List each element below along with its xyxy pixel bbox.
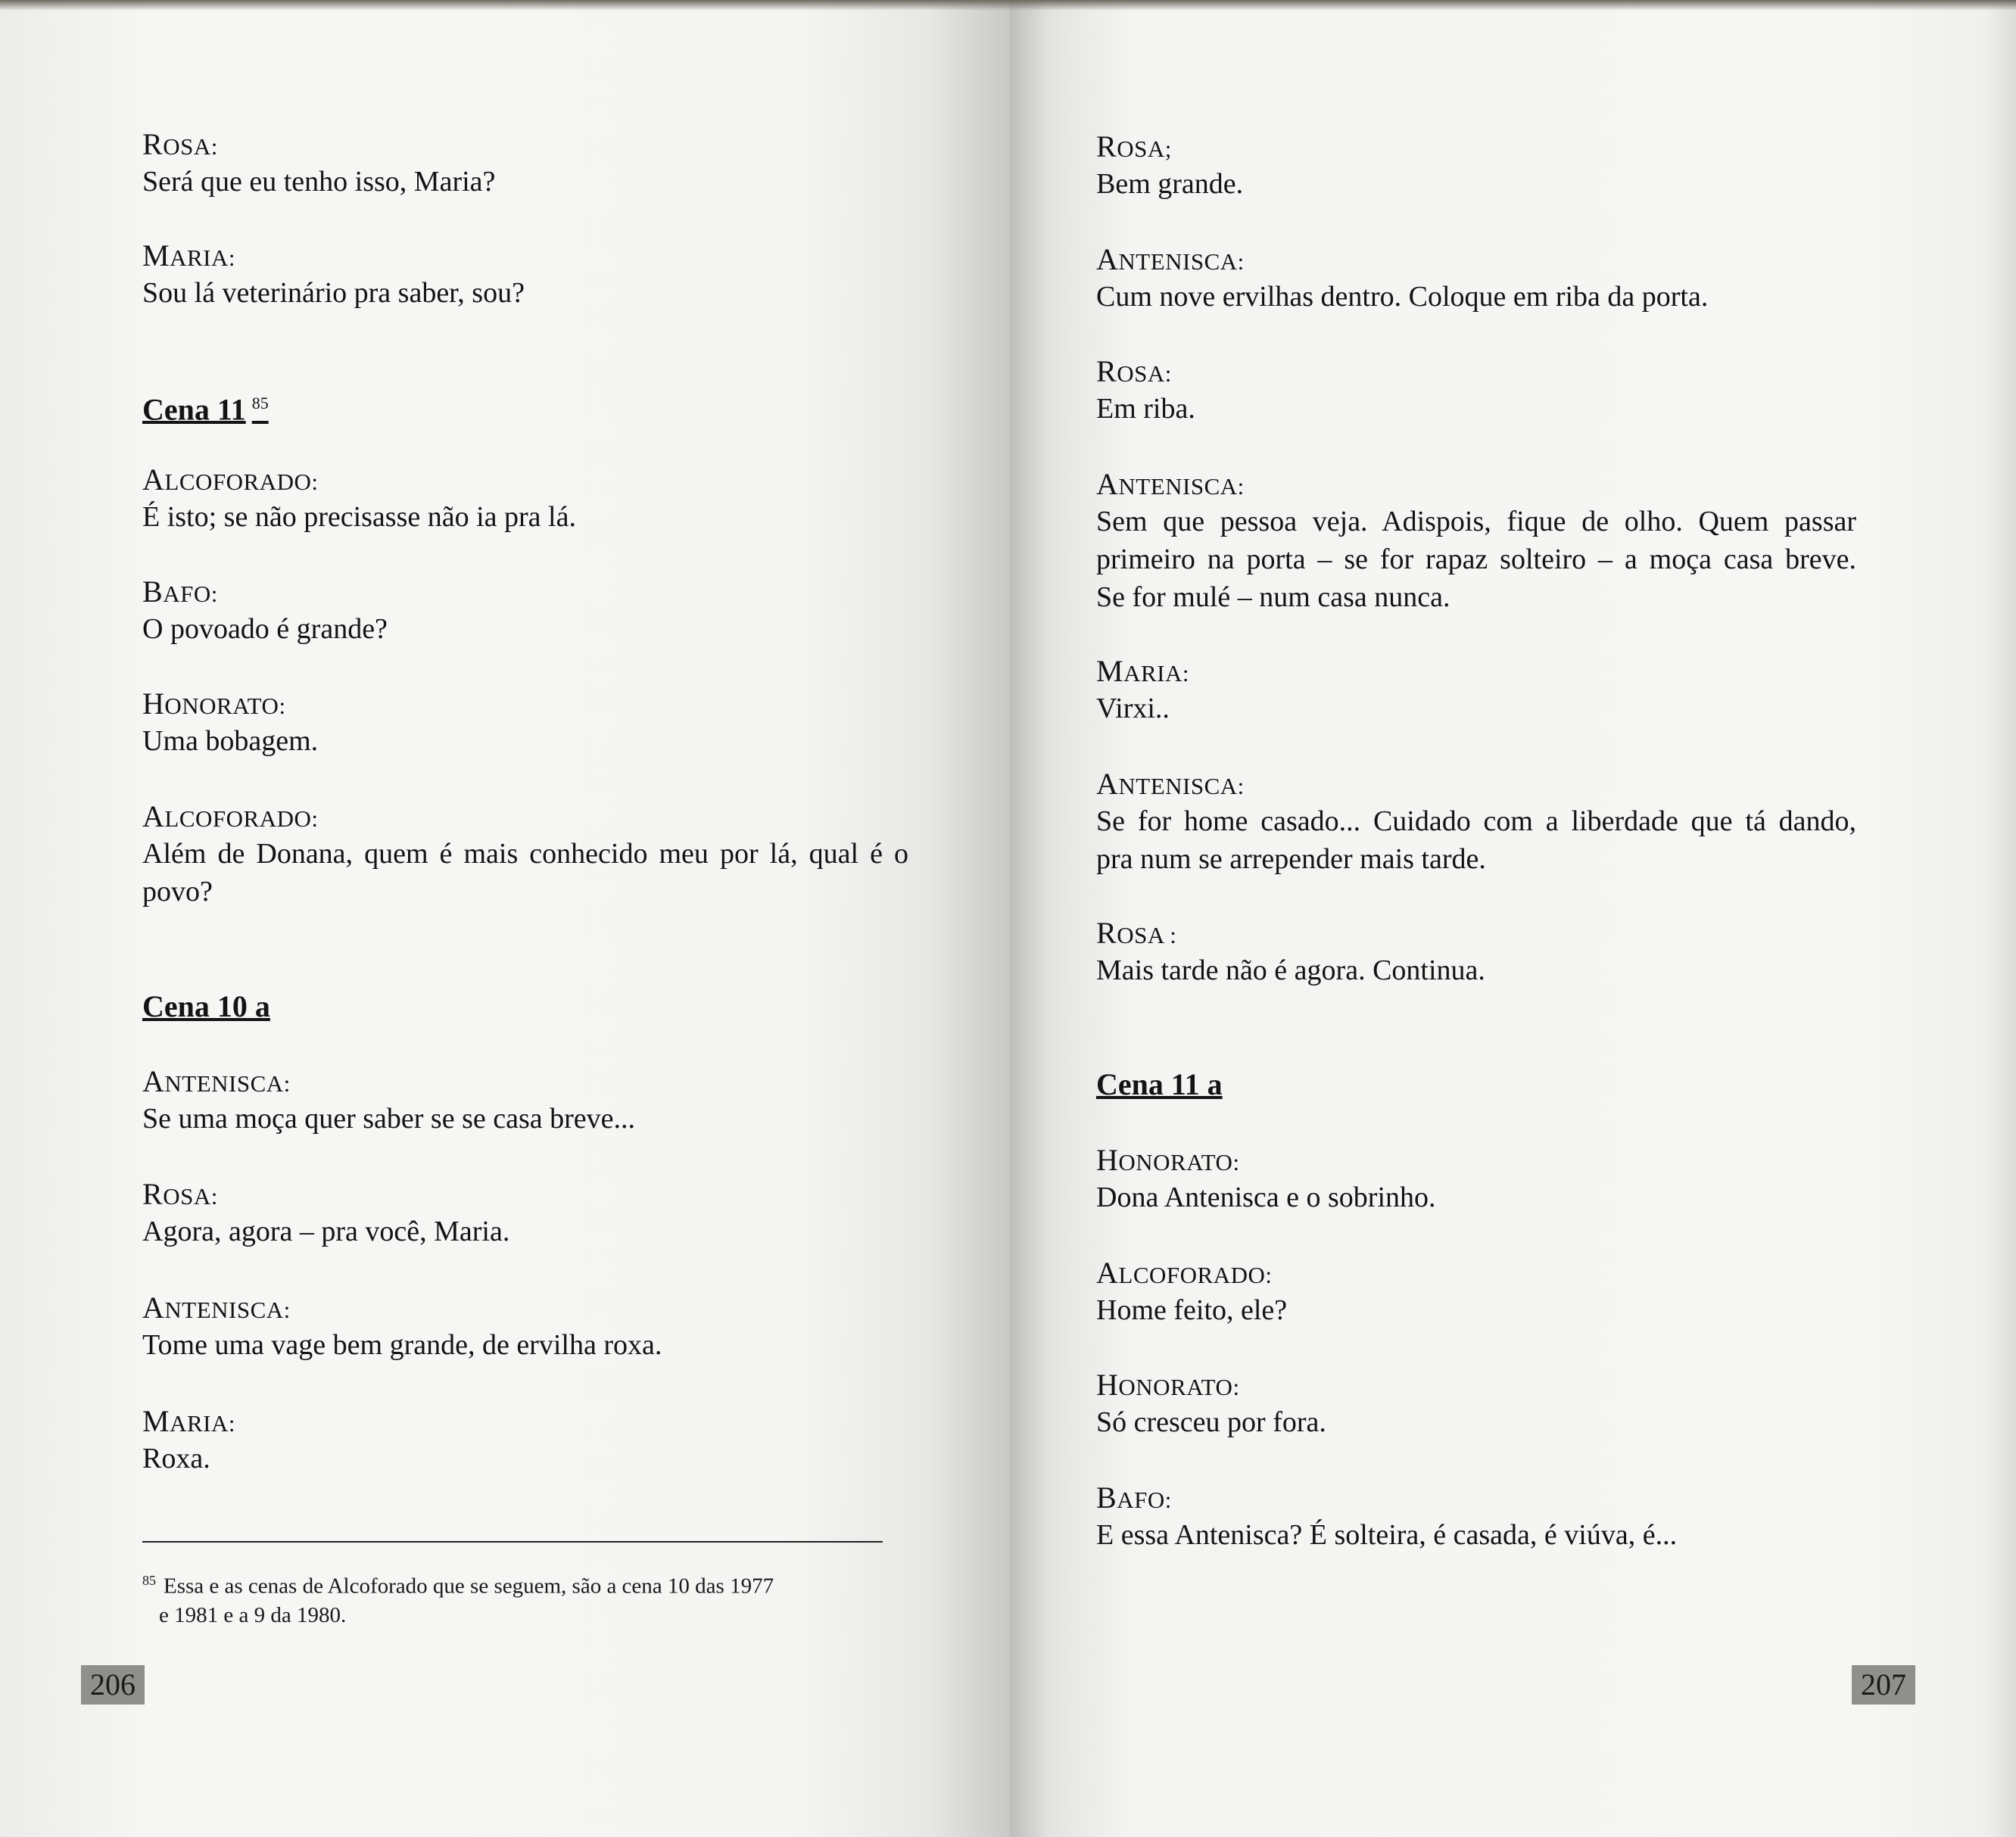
dialogue-line: Se for mulé – num casa nunca.: [1096, 581, 1450, 613]
dialogue-line: Se uma moça quer saber se se casa breve...: [142, 1103, 635, 1135]
speaker-label: BAFO:: [142, 574, 218, 609]
speaker-label: ROSA :: [1096, 916, 1177, 950]
scene-heading: Cena 11 $^{85}$: [142, 392, 269, 427]
dialogue-line: Além de Donana, quem é mais conhecido meu por lá, qual é o: [142, 838, 908, 870]
dialogue-line: É isto; se não precisasse não ia pra lá.: [142, 501, 576, 533]
dialogue-line: Sou lá veterinário pra saber, sou?: [142, 277, 525, 309]
dialogue-line: Tome uma vage bem grande, de ervilha roxa.: [142, 1329, 662, 1361]
speaker-label: ROSA:: [142, 1177, 218, 1211]
dialogue-line: Roxa.: [142, 1443, 210, 1474]
speaker-label: BAFO:: [1096, 1480, 1172, 1515]
footnote: [142, 1566, 915, 1630]
right-page: [1010, 0, 2016, 1837]
dialogue-line: pra num se arrepender mais tarde.: [1096, 843, 1486, 875]
dialogue-line: Sem que pessoa veja. Adispois, fique de olho. Quem passar: [1096, 506, 1856, 537]
speaker-label: ALCOFORADO:: [142, 799, 319, 833]
footnote-line: e 1981 e a 9 da 1980.: [159, 1602, 347, 1627]
speaker-label: HONORATO:: [1096, 1143, 1240, 1177]
dialogue-line: primeiro na porta – se for rapaz solteiro – a moça casa breve.: [1096, 543, 1856, 575]
scene-heading: Cena 10 a: [142, 989, 270, 1023]
dialogue-line: Cum nove ervilhas dentro. Coloque em riba da porta.: [1096, 281, 1709, 313]
speaker-label: ROSA;: [1096, 129, 1172, 163]
speaker-label: ANTENISCA:: [1096, 767, 1245, 801]
dialogue-line: Dona Antenisca e o sobrinho.: [1096, 1182, 1436, 1213]
dialogue-line: O povoado é grande?: [142, 613, 388, 645]
dialogue-line: Uma bobagem.: [142, 725, 319, 757]
footnote-ref: 85: [251, 394, 269, 413]
dialogue-line: Agora, agora – pra você, Maria.: [142, 1216, 510, 1247]
speaker-label: MARIA:: [1096, 654, 1189, 688]
dialogue-line: Mais tarde não é agora. Continua.: [1096, 954, 1485, 986]
footnote-line: $^{85}$ Essa e as cenas de Alcoforado que se seguem, são a cena 10 das 1977: [142, 1573, 774, 1599]
scene-heading: Cena 11 a: [1096, 1067, 1223, 1101]
dialogue-line: Bem grande.: [1096, 168, 1244, 200]
speaker-label: MARIA:: [142, 238, 235, 272]
dialogue-line: Será que eu tenho isso, Maria?: [142, 166, 496, 198]
page-top-shadow: [0, 0, 1010, 11]
speaker-label: HONORATO:: [142, 687, 286, 721]
dialogue-line: Home feito, ele?: [1096, 1294, 1288, 1326]
speaker-label: ALCOFORADO:: [142, 462, 319, 497]
page-top-shadow: [1010, 0, 2016, 11]
speaker-label: ANTENISCA:: [142, 1291, 291, 1325]
speaker-label: HONORATO:: [1096, 1368, 1240, 1402]
dialogue-line: povo?: [142, 876, 213, 908]
dialogue-line: Em riba.: [1096, 393, 1195, 425]
speaker-label: MARIA:: [142, 1404, 235, 1438]
speaker-label: ROSA:: [142, 127, 218, 161]
page-number: 207: [1852, 1665, 1915, 1705]
speaker-label: ANTENISCA:: [1096, 242, 1245, 276]
page-number: 206: [81, 1665, 145, 1705]
footnote-rule: [142, 1541, 883, 1543]
speaker-label: ROSA:: [1096, 354, 1172, 388]
dialogue-line: Virxi..: [1096, 693, 1170, 724]
footnote-mark: 85: [142, 1573, 156, 1588]
dialogue-line: Se for home casado... Cuidado com a liberdade que tá dando,: [1096, 805, 1856, 837]
dialogue-line: E essa Antenisca? É solteira, é casada, é viúva, é...: [1096, 1519, 1678, 1551]
speaker-label: ANTENISCA:: [1096, 467, 1245, 501]
dialogue-line: Só cresceu por fora.: [1096, 1406, 1326, 1438]
speaker-label: ALCOFORADO:: [1096, 1256, 1273, 1290]
speaker-label: ANTENISCA:: [142, 1064, 291, 1098]
